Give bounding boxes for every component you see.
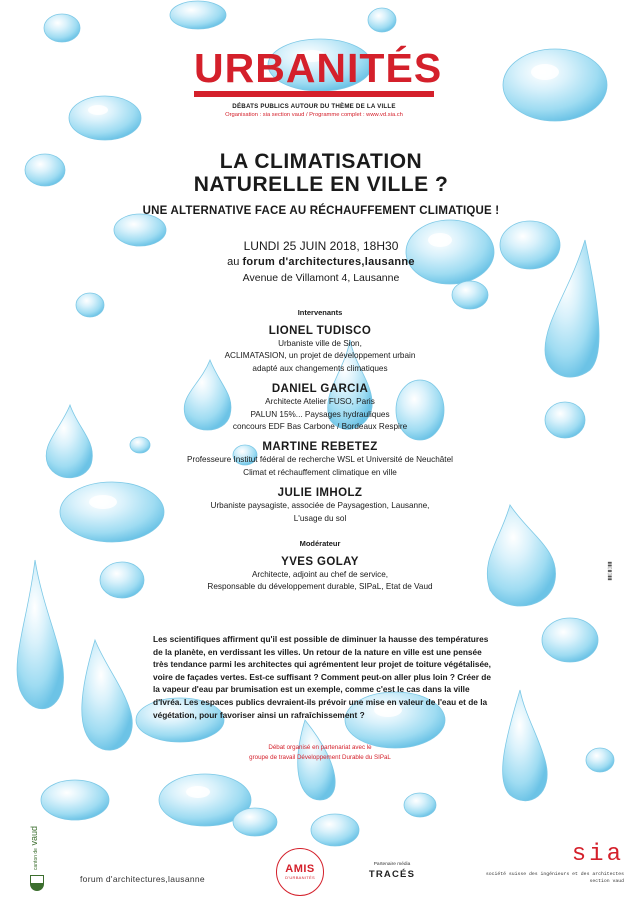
speakers-section <box>120 307 520 594</box>
speaker-detail: Architecte Atelier FUSO, Paris <box>265 397 375 407</box>
event-address: Avenue de Villamont 4, Lausanne <box>242 272 400 284</box>
canton-vaud-logo <box>24 823 48 893</box>
speaker-detail: L'usage du sol <box>293 513 347 523</box>
speaker-detail: concours EDF Bas Carbone / Bordeaux Respire <box>232 422 408 432</box>
moderator-detail: Responsable du développement durable, SIPaL, Etat de Vaud <box>207 582 433 592</box>
partner-note <box>180 743 460 763</box>
speaker <box>120 486 520 525</box>
sia-logo: sia <box>571 841 624 868</box>
speaker-name: LIONEL TUDISCO <box>268 325 372 337</box>
forum-architectures-logo: forum d'architectures,lausanne <box>80 874 205 884</box>
speaker-name: DANIEL GARCIA <box>271 383 369 396</box>
amis-urbanites-logo <box>276 848 324 896</box>
event-description: Les scientifiques affirment qu'il est possible de diminuer la hausse des températures de la planète, en verdissant les villes. Un retour de la nature en ville est une pensée très tendance parmi les architectes qui agrémentent leur projet de toiture végétalisée, voire de façades vertes. Est-ce suffisant ? Comment peut-on aller plus loin ? Créer de la vapeur d'eau par brumisation est un exemple, comme c'est le cas dans la ville d'Ivréa. Les espaces publics devraient-ils prévoir une mise en valeur de l'eau et de la végétation, pour favoriser ainsi un rafraîchissement ? <box>153 634 491 720</box>
side-print-code: ▮▮▯▮▯▮▮ <box>606 561 613 581</box>
amis-logo-main: AMIS <box>285 863 315 875</box>
brand-header <box>194 45 443 118</box>
speaker-name: MARTINE REBETEZ <box>262 441 378 454</box>
speaker-detail: adapté aux changements climatiques <box>252 363 388 373</box>
media-partner-label: Partenaire média <box>373 862 411 867</box>
speaker-detail: Climat et réchauffement climatique en ville <box>243 467 397 477</box>
sia-line-1: société suisse des ingénieurs et des architectes <box>485 872 624 877</box>
amis-logo-sub: D'URBANITÉS <box>285 875 315 880</box>
vaud-label: vaud <box>29 825 40 846</box>
traces-logo: TRACÉS <box>368 869 416 880</box>
event-subtitle: UNE ALTERNATIVE FACE AU RÉCHAUFFEMENT CLIMATIQUE ! <box>142 205 500 217</box>
moderator-detail: Architecte, adjoint au chef de service, <box>251 570 389 580</box>
speaker-detail: Urbaniste ville de Sion, <box>278 339 362 348</box>
speaker-name: JULIE IMHOLZ <box>277 487 363 500</box>
speaker <box>120 324 520 375</box>
brand-title: URBANITÉS <box>194 45 443 91</box>
moderator-name: YVES GOLAY <box>281 556 359 569</box>
speakers-label: Intervenants <box>297 308 343 317</box>
partner-line-2: groupe de travail Développement Durable du SIPaL <box>249 754 391 761</box>
vaud-shield-icon <box>30 875 44 891</box>
speaker-detail: Professeure Institut fédéral de recherche WSL et Université de Neuchâtel <box>187 455 453 465</box>
event-venue <box>0 255 642 270</box>
brand-rule <box>194 91 434 97</box>
speaker-detail: Urbaniste paysagiste, associée de Paysagestion, Lausanne, <box>210 501 430 511</box>
speaker-detail: ACLIMATASION, un projet de développement urbain <box>224 351 416 361</box>
moderator-label: Modérateur <box>299 539 341 549</box>
speaker <box>120 440 520 479</box>
speaker-detail: PALUN 15%... Paysages hydrauliques <box>250 409 390 419</box>
event-title <box>0 150 642 196</box>
title-line-2: NATURELLE EN VILLE ? <box>193 173 449 196</box>
organisation-link-text[interactable]: Organisation : sia section vaud / Programme complet : www.vd.sia.ch <box>225 112 403 118</box>
sia-logo-block <box>468 843 624 885</box>
title-line-1: LA CLIMATISATION <box>219 150 423 173</box>
vaud-small-label: canton de <box>33 848 40 871</box>
media-partner <box>362 862 422 880</box>
venue-prefix: au <box>227 256 240 268</box>
partner-line-1: Débat organisé en partenariat avec le <box>268 744 372 751</box>
venue-name: forum d'architectures,lausanne <box>242 256 415 268</box>
speaker <box>120 382 520 433</box>
sia-line-2: section vaud <box>589 879 624 884</box>
moderator <box>120 538 520 594</box>
brand-tagline: DÉBATS PUBLICS AUTOUR DU THÈME DE LA VILLE <box>232 103 396 110</box>
event-date: LUNDI 25 JUIN 2018, 18H30 <box>243 239 399 253</box>
